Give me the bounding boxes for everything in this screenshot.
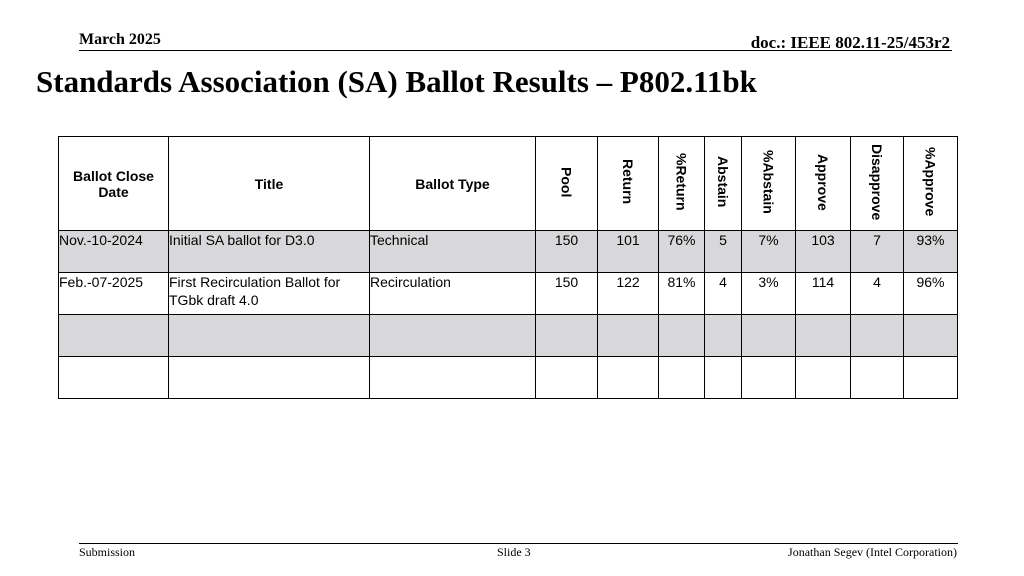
footer-slide-number: Slide 3: [497, 545, 531, 559]
cell-disapprove: 7: [851, 231, 904, 273]
table-row: [59, 315, 958, 357]
cell-title: [169, 315, 370, 357]
cell-pool: [536, 315, 598, 357]
cell-abstain: 5: [705, 231, 742, 273]
cell-approve: [796, 357, 851, 399]
cell-pct-approve: 93%: [904, 231, 958, 273]
footer-submission: Submission: [79, 545, 136, 559]
header-pool: [536, 137, 598, 231]
cell-disapprove: [851, 357, 904, 399]
header-disapprove-label: Disapprove: [869, 143, 885, 221]
table-row: [59, 273, 958, 315]
cell-disapprove: 4: [851, 273, 904, 315]
header-approve-label: Approve: [815, 153, 831, 211]
footer-author: Jonathan Segev (Intel Corporation): [788, 545, 957, 559]
header-pool-label: Pool: [558, 166, 575, 198]
cell-ballot-type: Technical: [370, 231, 536, 273]
cell-return: 122: [598, 273, 659, 315]
cell-approve: 103: [796, 231, 851, 273]
cell-pct-approve: [904, 357, 958, 399]
header-title: Title: [169, 137, 370, 231]
cell-abstain: [705, 357, 742, 399]
header-return-label: Return: [620, 159, 636, 205]
header-divider: [79, 50, 952, 51]
cell-pct-abstain: 7%: [742, 231, 796, 273]
cell-ballot-type: [370, 315, 536, 357]
header-pct-approve: [904, 137, 958, 231]
cell-abstain: [705, 315, 742, 357]
cell-pct-abstain: 3%: [742, 273, 796, 315]
header-pct-return: [659, 137, 705, 231]
cell-approve: 114: [796, 273, 851, 315]
cell-close-date: [59, 315, 169, 357]
header-abstain-label: Abstain: [715, 156, 731, 208]
cell-close-date: [59, 357, 169, 399]
footer-divider: [79, 543, 958, 544]
cell-pct-return: [659, 357, 705, 399]
cell-close-date: Feb.-07-2025: [59, 273, 169, 315]
cell-return: [598, 315, 659, 357]
cell-pct-approve: 96%: [904, 273, 958, 315]
cell-return: 101: [598, 231, 659, 273]
header-return: [598, 137, 659, 231]
header-ballot-close-date: Ballot Close Date: [59, 137, 169, 231]
cell-pct-return: [659, 315, 705, 357]
header-date: March 2025: [79, 31, 161, 48]
ballot-results-table: [58, 136, 958, 399]
header-pct-abstain: [742, 137, 796, 231]
header-doc-id: doc.: IEEE 802.11-25/453r2: [750, 33, 950, 52]
header-disapprove: [851, 137, 904, 231]
cell-pct-return: 76%: [659, 231, 705, 273]
header-approve: [796, 137, 851, 231]
cell-ballot-type: [370, 357, 536, 399]
cell-ballot-type: Recirculation: [370, 273, 536, 315]
cell-pct-abstain: [742, 357, 796, 399]
cell-pool: [536, 357, 598, 399]
cell-pct-approve: [904, 315, 958, 357]
table-row: [59, 357, 958, 399]
cell-title: [169, 357, 370, 399]
cell-pool: 150: [536, 231, 598, 273]
cell-close-date: Nov.-10-2024: [59, 231, 169, 273]
table-row: [59, 231, 958, 273]
cell-pool: 150: [536, 273, 598, 315]
slide-title: Standards Association (SA) Ballot Results – P802.11bk: [36, 64, 757, 99]
cell-title: First Recirculation Ballot for TGbk draft 4.0: [169, 273, 370, 315]
cell-return: [598, 357, 659, 399]
header-ballot-type: Ballot Type: [370, 137, 536, 231]
header-abstain: [705, 137, 742, 231]
cell-pct-return: 81%: [659, 273, 705, 315]
table-header-row: [59, 137, 958, 231]
cell-disapprove: [851, 315, 904, 357]
header-pct-return-label: %Return: [673, 153, 690, 211]
cell-approve: [796, 315, 851, 357]
cell-abstain: 4: [705, 273, 742, 315]
header-pct-approve-label: %Approve: [922, 147, 939, 217]
cell-title: Initial SA ballot for D3.0: [169, 231, 370, 273]
cell-pct-abstain: [742, 315, 796, 357]
header-pct-abstain-label: %Abstain: [760, 150, 777, 214]
